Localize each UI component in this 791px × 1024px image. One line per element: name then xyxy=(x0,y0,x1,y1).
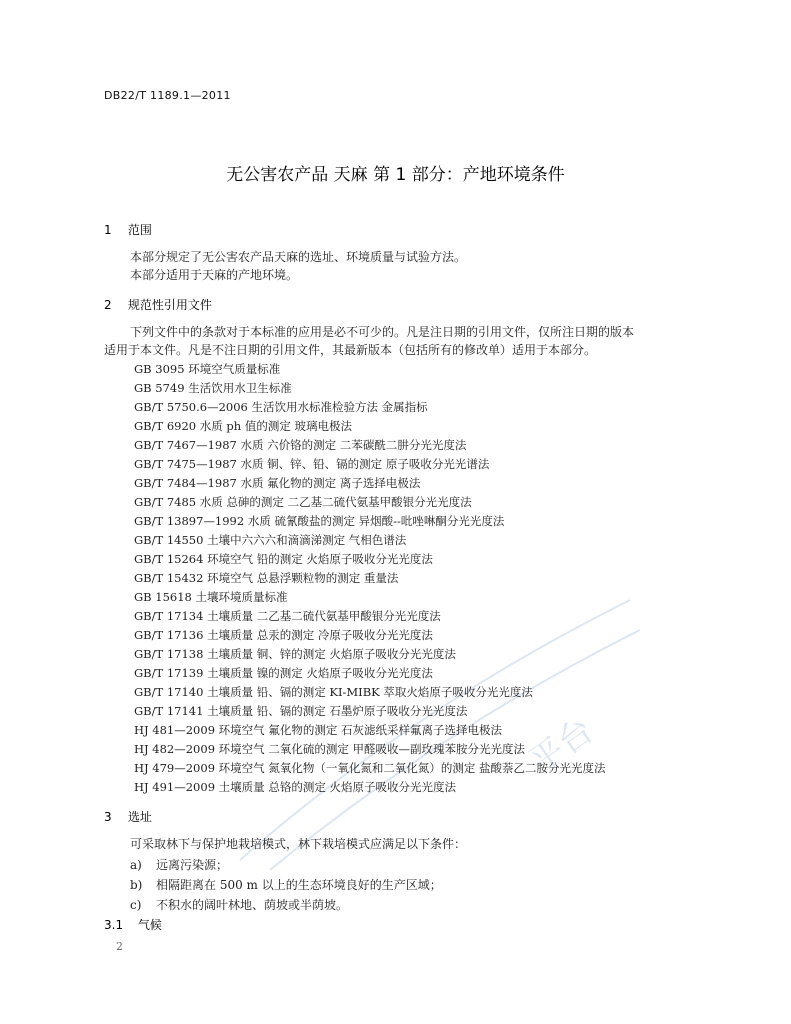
references-intro-line-2: 适用于本文件。凡是不注日期的引用文件，其最新版本（包括所有的修改单）适用于本部分。 xyxy=(104,343,597,357)
reference-item: GB/T 13897—1992 水质 硫氰酸盐的测定 异烟酸--吡唑啉酮分光光度法 xyxy=(134,514,505,528)
condition-text: 不积水的阔叶林地、荫坡或半荫坡。 xyxy=(156,898,349,912)
svg-text:平台: 平台 xyxy=(522,710,601,783)
standard-code: DB22/T 1189.1—2011 xyxy=(104,89,231,102)
condition-text: 远离污染源； xyxy=(156,858,229,872)
condition-item xyxy=(130,875,442,895)
condition-marker: c) xyxy=(130,898,142,912)
condition-marker: a) xyxy=(130,858,142,872)
reference-item: GB/T 17139 土壤质量 镍的测定 火焰原子吸收分光光度法 xyxy=(134,666,433,680)
reference-item: GB/T 17140 土壤质量 铅、镉的测定 KI-MIBK 萃取火焰原子吸收分光光度法 xyxy=(134,685,533,699)
section-1-heading xyxy=(104,221,152,238)
section-title: 规范性引用文件 xyxy=(127,298,212,312)
reference-item: GB/T 5750.6—2006 生活饮用水标准检验方法 金属指标 xyxy=(134,400,428,414)
condition-item xyxy=(130,855,442,875)
section-title: 范围 xyxy=(127,223,152,237)
condition-marker: b) xyxy=(130,878,143,892)
reference-item: GB/T 7467—1987 水质 六价铬的测定 二苯碳酰二肼分光光度法 xyxy=(134,438,467,452)
section-number: 2 xyxy=(104,298,112,312)
reference-item: GB/T 17136 土壤质量 总汞的测定 冷原子吸收分光光度法 xyxy=(134,628,433,642)
reference-item: GB/T 17138 土壤质量 铜、锌的测定 火焰原子吸收分光光度法 xyxy=(134,647,456,661)
reference-item: HJ 482—2009 环境空气 二氧化硫的测定 甲醛吸收—副玫瑰苯胺分光光度法 xyxy=(134,742,525,756)
section-number: 3.1 xyxy=(104,918,124,932)
condition-list xyxy=(130,855,442,915)
reference-item: GB/T 15432 环境空气 总悬浮颗粒物的测定 重量法 xyxy=(134,571,399,585)
page-number: 2 xyxy=(116,940,123,953)
section-3-heading xyxy=(104,808,152,825)
reference-item: HJ 479—2009 环境空气 氮氧化物（一氧化氮和二氧化氮）的测定 盐酸萘乙二胺分光光度法 xyxy=(134,761,606,775)
references-intro-line-1: 下列文件中的条款对于本标准的应用是必不可少的。凡是注日期的引用文件，仅所注日期的版本 xyxy=(130,325,635,339)
reference-item: HJ 491—2009 土壤质量 总铬的测定 火焰原子吸收分光光度法 xyxy=(134,780,456,794)
reference-item: GB 3095 环境空气质量标准 xyxy=(134,362,281,376)
section-number: 3 xyxy=(104,810,112,824)
reference-item: GB/T 7485 水质 总砷的测定 二乙基二硫代氨基甲酸银分光光度法 xyxy=(134,495,472,509)
reference-item: GB 15618 土壤环境质量标准 xyxy=(134,590,288,604)
section-title: 选址 xyxy=(127,810,152,824)
reference-item: GB/T 7475—1987 水质 铜、锌、铅、镉的测定 原子吸收分光光谱法 xyxy=(134,457,490,471)
condition-text: 相隔距离在 500 m 以上的生态环境良好的生产区域； xyxy=(156,878,442,892)
reference-item: GB 5749 生活饮用水卫生标准 xyxy=(134,381,292,395)
reference-item: GB/T 7484—1987 水质 氟化物的测定 离子选择电极法 xyxy=(134,476,421,490)
reference-item: GB/T 15264 环境空气 铅的测定 火焰原子吸收分光光度法 xyxy=(134,552,433,566)
reference-item: GB/T 17141 土壤质量 铅、镉的测定 石墨炉原子吸收分光光度法 xyxy=(134,704,468,718)
section-title: 气候 xyxy=(137,918,162,932)
section-2-heading xyxy=(104,296,212,313)
site-selection-intro: 可采取林下与保护地栽培模式，林下栽培模式应满足以下条件： xyxy=(130,837,467,851)
condition-item xyxy=(130,895,442,915)
scope-paragraph-2: 本部分适用于天麻的产地环境。 xyxy=(130,268,299,282)
section-number: 1 xyxy=(104,223,112,237)
section-3-1-heading xyxy=(104,916,162,933)
document-title: 无公害农产品 天麻 第 1 部分：产地环境条件 xyxy=(226,165,565,185)
scope-paragraph-1: 本部分规定了无公害农产品天麻的选址、环境质量与试验方法。 xyxy=(130,250,467,264)
reference-item: GB/T 17134 土壤质量 二乙基二硫代氨基甲酸银分光光度法 xyxy=(134,609,441,623)
reference-item: GB/T 6920 水质 ph 值的测定 玻璃电极法 xyxy=(134,419,352,433)
reference-list xyxy=(134,360,605,797)
reference-item: HJ 481—2009 环境空气 氟化物的测定 石灰滤纸采样氟离子选择电极法 xyxy=(134,723,502,737)
reference-item: GB/T 14550 土壤中六六六和滴滴涕测定 气相色谱法 xyxy=(134,533,407,547)
